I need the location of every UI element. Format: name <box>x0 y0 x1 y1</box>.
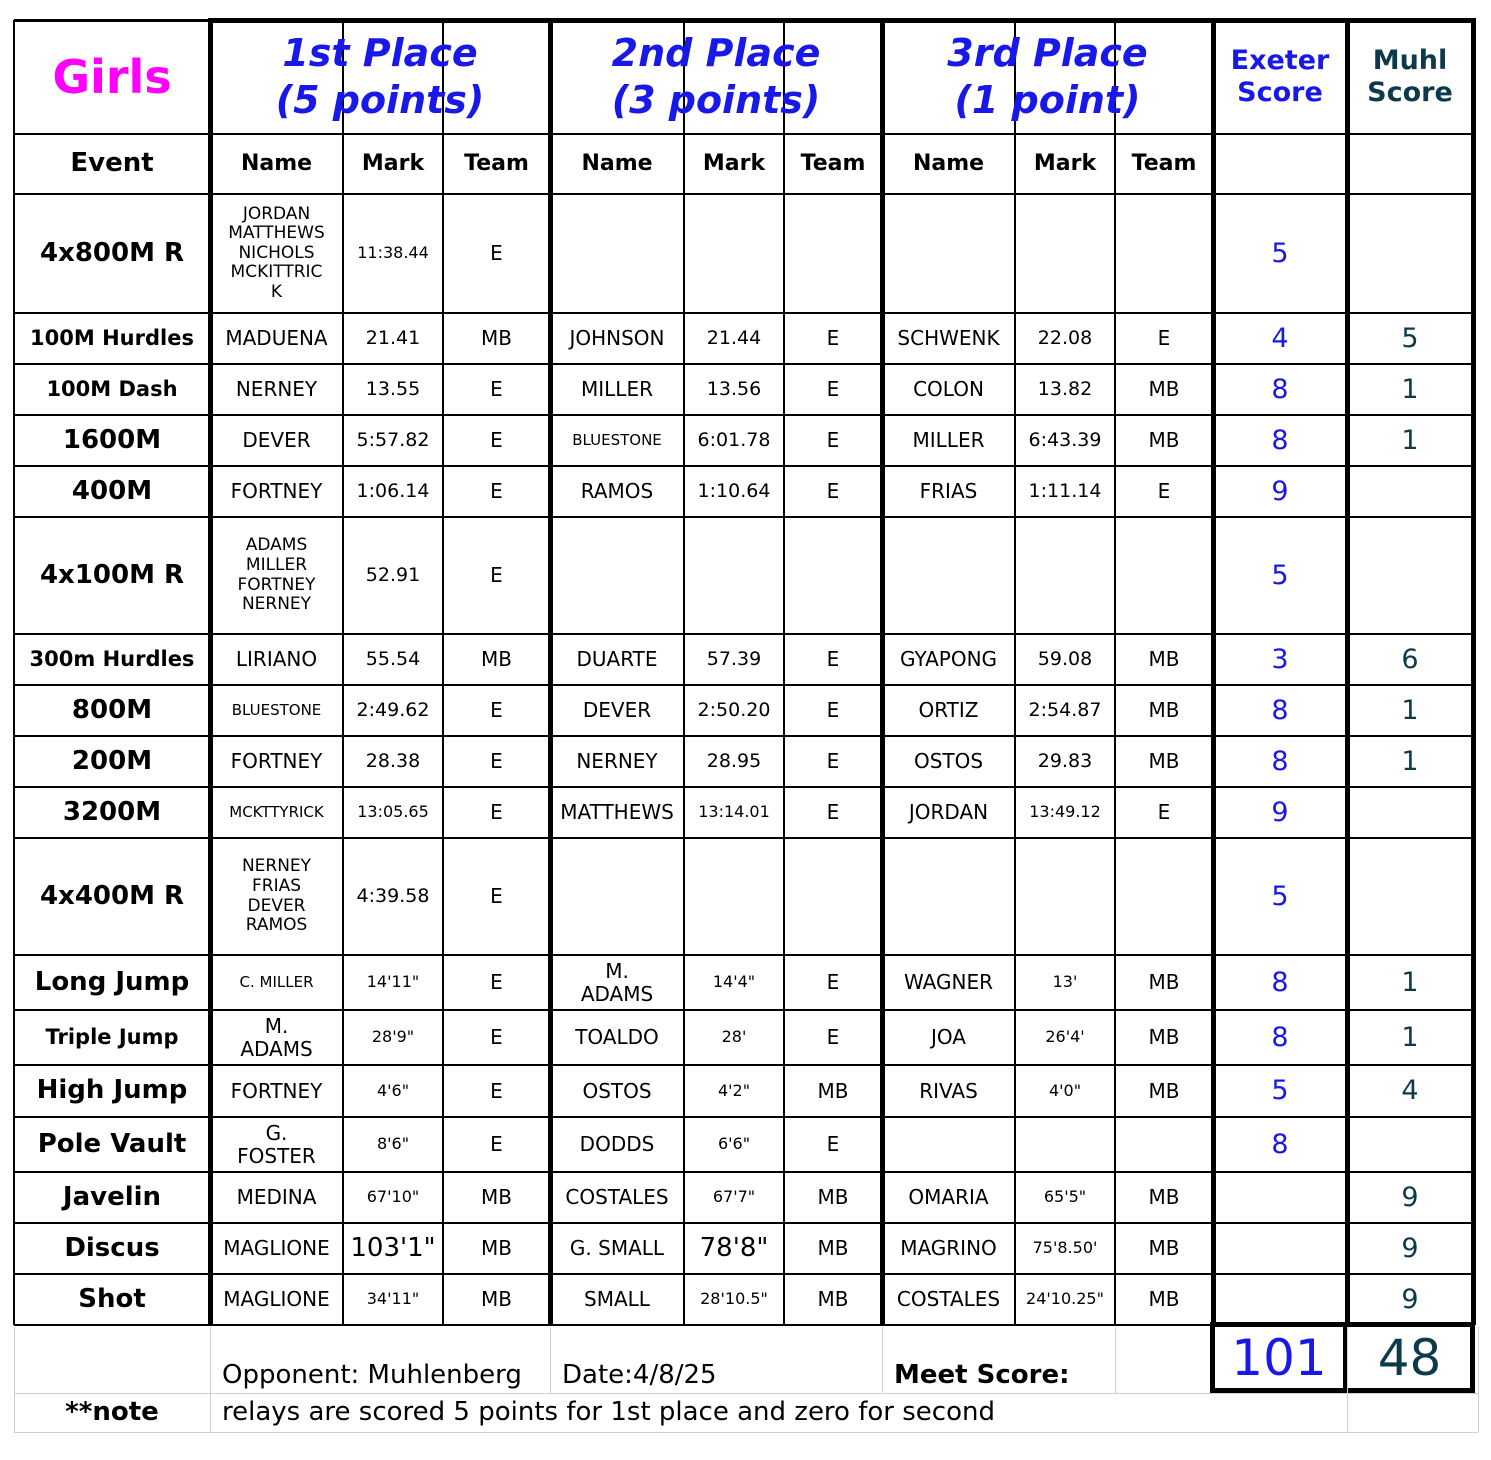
place-3-name: JORDAN <box>908 800 989 824</box>
place-2-name: SMALL <box>584 1287 650 1311</box>
place-3-name: SCHWENK <box>897 326 1000 350</box>
place-1-mark: 11:38.44 <box>357 243 429 263</box>
place-2-mark <box>684 838 784 955</box>
place-1-name: MCKTTYRICK <box>229 802 324 821</box>
event-name: Shot <box>78 1283 146 1314</box>
place-1-team: E <box>490 563 503 587</box>
team-column-header: Team <box>1131 151 1197 177</box>
place-1-name: MADUENA <box>225 326 328 350</box>
place-2-team: E <box>826 479 840 503</box>
place-1-mark: 13:05.65 <box>357 802 429 822</box>
team-column-header: Team <box>464 151 529 177</box>
place-2-mark: 57.39 <box>706 647 762 670</box>
place-1-mark: 52.91 <box>365 563 421 586</box>
event-name: High Jump <box>36 1075 188 1106</box>
event-name: Javelin <box>62 1181 162 1212</box>
place-3-team <box>1115 194 1213 313</box>
place-3-mark: 59.08 <box>1037 647 1093 670</box>
place-2-name: G. SMALL <box>569 1236 665 1260</box>
place-2-team: E <box>826 1132 840 1156</box>
place-2-mark <box>684 517 784 634</box>
place-2-team: MB <box>817 1185 849 1209</box>
place-3-team: MB <box>1148 970 1180 994</box>
footer-grid-line <box>550 1327 551 1393</box>
place-3-team: MB <box>1148 647 1180 671</box>
place-2-mark: 6'6" <box>717 1134 751 1154</box>
place-3-name: RIVAS <box>919 1078 978 1103</box>
place-3-team <box>1115 517 1213 634</box>
place-2-name: RAMOS <box>580 479 654 503</box>
place-1-team: E <box>490 749 503 773</box>
third-place-header: 3rd Place (1 point) <box>947 30 1148 122</box>
place-1-mark: 4'6" <box>376 1080 410 1100</box>
place-3-mark <box>1015 194 1115 313</box>
muhl-event-score: 1 <box>1401 424 1419 456</box>
place-1-mark: 34'11" <box>366 1289 420 1309</box>
place-1-team: E <box>490 884 503 908</box>
exeter-event-score <box>1213 1172 1347 1223</box>
name-column-header: Name <box>581 151 653 177</box>
place-3-team: MB <box>1148 749 1180 773</box>
footer-grid-line <box>882 1327 883 1393</box>
place-1-mark: 14'11" <box>366 972 420 992</box>
event-name: Discus <box>64 1232 160 1263</box>
place-2-team: E <box>826 1025 840 1049</box>
place-2-mark: 67'7" <box>712 1187 756 1207</box>
place-2-name: OSTOS <box>582 1078 652 1103</box>
place-2-mark: 6:01.78 <box>697 428 771 451</box>
exeter-event-score: 5 <box>1271 237 1289 269</box>
place-3-team <box>1115 838 1213 955</box>
place-2-team: E <box>826 377 840 401</box>
place-1-name: C. MILLER <box>239 972 314 991</box>
place-3-team: MB <box>1148 1025 1180 1049</box>
place-1-mark: 21.41 <box>365 326 421 349</box>
mark-column-header: Mark <box>1033 151 1097 177</box>
exeter-total-score: 101 <box>1231 1329 1327 1388</box>
place-3-name <box>882 1117 1015 1172</box>
place-3-name: MILLER <box>912 428 985 452</box>
place-1-team: MB <box>481 647 512 671</box>
muhl-event-score: 4 <box>1401 1075 1419 1107</box>
place-3-mark: 29.83 <box>1037 749 1093 772</box>
place-3-team: MB <box>1148 1236 1180 1260</box>
place-3-team: MB <box>1148 428 1180 452</box>
meet-date: Date:4/8/25 <box>562 1360 717 1391</box>
footer-grid-line <box>1478 1327 1479 1432</box>
place-1-mark: 1:06.14 <box>356 479 430 502</box>
place-2-name: JOHNSON <box>569 326 665 350</box>
place-3-mark: 4'0" <box>1048 1080 1082 1100</box>
place-3-team: MB <box>1148 698 1180 722</box>
place-2-team: MB <box>817 1287 849 1311</box>
exeter-event-score: 5 <box>1271 1075 1289 1107</box>
place-3-mark <box>1015 838 1115 955</box>
place-3-name: COLON <box>913 377 984 401</box>
event-name: 800M <box>71 694 153 725</box>
muhl-event-score <box>1347 517 1473 634</box>
event-name: Pole Vault <box>37 1128 187 1159</box>
muhl-event-score: 1 <box>1401 1021 1419 1053</box>
place-1-name: FORTNEY <box>230 749 323 773</box>
place-1-mark: 4:39.58 <box>356 884 430 907</box>
place-2-mark: 13:14.01 <box>698 802 770 822</box>
place-2-name <box>550 517 684 634</box>
place-1-name: MEDINA <box>236 1185 317 1209</box>
place-1-name: DEVER <box>242 428 311 452</box>
place-3-mark: 2:54.87 <box>1028 698 1102 721</box>
place-3-mark: 13.82 <box>1037 377 1093 400</box>
place-2-mark: 28.95 <box>706 749 762 772</box>
exeter-event-score: 9 <box>1271 796 1289 828</box>
name-column-header: Name <box>240 151 313 177</box>
place-3-team: MB <box>1148 377 1180 401</box>
place-1-team: E <box>490 970 503 994</box>
place-2-mark: 4'2" <box>717 1080 751 1100</box>
muhl-event-score: 1 <box>1401 694 1419 726</box>
place-1-name: NERNEY <box>235 377 318 401</box>
place-1-team: E <box>490 428 503 452</box>
muhl-event-score: 9 <box>1401 1283 1419 1315</box>
place-2-team: E <box>826 326 840 350</box>
place-1-mark: 28'9" <box>371 1027 415 1047</box>
place-2-team: E <box>826 749 840 773</box>
exeter-event-score <box>1213 1223 1347 1274</box>
place-2-mark: 1:10.64 <box>697 479 771 502</box>
place-1-team: MB <box>481 1236 512 1260</box>
place-1-team: E <box>490 479 503 503</box>
place-3-team: MB <box>1148 1287 1180 1311</box>
footer-grid-line <box>1115 1327 1116 1393</box>
event-name: 300m Hurdles <box>29 647 195 672</box>
place-2-name: NERNEY <box>576 749 658 773</box>
place-2-team <box>784 517 882 634</box>
place-2-name: DEVER <box>582 698 652 722</box>
girls-title: Girls <box>52 49 172 104</box>
muhl-score-header: Muhl Score <box>1367 44 1453 108</box>
place-2-name: MILLER <box>581 377 653 401</box>
muhl-event-score: 5 <box>1401 322 1419 354</box>
event-name: Triple Jump <box>45 1025 179 1050</box>
place-1-team: MB <box>481 326 512 350</box>
exeter-event-score: 8 <box>1271 1021 1289 1053</box>
place-1-team: E <box>490 1132 503 1156</box>
event-name: 100M Dash <box>46 377 178 402</box>
exeter-event-score: 8 <box>1271 1128 1289 1160</box>
muhl-event-score: 9 <box>1401 1181 1419 1213</box>
exeter-event-score: 8 <box>1271 373 1289 405</box>
place-1-name: NERNEY FRIAS DEVER RAMOS <box>241 856 312 936</box>
opponent-label: Opponent: Muhlenberg <box>222 1360 522 1391</box>
note-text: relays are scored 5 points for 1st place and zero for second <box>222 1397 995 1428</box>
place-1-name: MAGLIONE <box>223 1236 330 1260</box>
place-1-team: E <box>490 1025 503 1049</box>
event-name: Long Jump <box>34 966 190 997</box>
place-2-name: DODDS <box>579 1132 655 1156</box>
muhl-event-score <box>1347 1117 1473 1172</box>
place-3-team <box>1115 1117 1213 1172</box>
place-1-mark: 103'1" <box>350 1232 436 1263</box>
muhl-event-score <box>1347 194 1473 313</box>
muhl-event-score: 1 <box>1401 745 1419 777</box>
place-1-name: M. ADAMS <box>240 1013 313 1061</box>
place-2-mark: 78'8" <box>699 1232 769 1263</box>
place-2-team <box>784 194 882 313</box>
event-column-header: Event <box>70 148 154 179</box>
muhl-event-score: 1 <box>1401 373 1419 405</box>
muhl-event-score <box>1347 787 1473 838</box>
name-column-header: Name <box>912 151 985 177</box>
place-2-name <box>550 194 684 313</box>
place-2-team <box>784 838 882 955</box>
place-3-mark: 22.08 <box>1037 326 1093 349</box>
event-name: 4x100M R <box>39 559 185 590</box>
place-2-name: DUARTE <box>576 647 658 671</box>
place-1-mark: 28.38 <box>365 749 421 772</box>
place-2-mark: 13.56 <box>706 377 762 400</box>
place-2-mark: 28' <box>721 1027 747 1047</box>
place-1-team: E <box>490 800 503 824</box>
place-1-team: E <box>490 1078 503 1103</box>
place-1-team: MB <box>481 1185 512 1209</box>
place-2-name <box>550 838 684 955</box>
place-1-name: BLUESTONE <box>231 700 322 719</box>
event-name: 3200M <box>62 796 162 827</box>
event-name: 100M Hurdles <box>30 326 194 351</box>
place-3-team: E <box>1157 800 1171 824</box>
exeter-event-score: 8 <box>1271 424 1289 456</box>
event-name: 400M <box>71 475 153 506</box>
place-3-name: GYAPONG <box>899 647 998 671</box>
muhl-event-score <box>1347 838 1473 955</box>
mark-column-header: Mark <box>361 151 425 177</box>
place-2-name: M. ADAMS <box>580 958 654 1006</box>
team-column-header: Team <box>800 151 866 177</box>
place-1-mark: 13.55 <box>365 377 421 400</box>
place-1-name: G. FOSTER <box>237 1120 316 1168</box>
event-name: 1600M <box>62 424 162 455</box>
place-3-name: WAGNER <box>903 970 993 994</box>
second-place-header: 2nd Place (3 points) <box>611 30 821 122</box>
exeter-event-score <box>1213 1274 1347 1325</box>
place-2-team: E <box>826 800 840 824</box>
meet-score-label: Meet Score: <box>894 1360 1070 1391</box>
place-3-team: E <box>1157 326 1171 350</box>
place-3-mark <box>1015 1117 1115 1172</box>
place-1-team: E <box>490 377 503 401</box>
place-1-mark: 8'6" <box>376 1134 410 1154</box>
exeter-event-score: 8 <box>1271 694 1289 726</box>
place-2-mark: 14'4" <box>712 972 756 992</box>
mark-column-header: Mark <box>702 151 766 177</box>
place-2-mark: 21.44 <box>706 326 762 349</box>
exeter-event-score: 8 <box>1271 966 1289 998</box>
event-name: 4x400M R <box>39 880 185 911</box>
event-name: 200M <box>71 745 153 776</box>
place-2-name: MATTHEWS <box>560 800 674 824</box>
place-1-name: MAGLIONE <box>223 1287 330 1311</box>
place-1-name: FORTNEY <box>230 479 323 503</box>
place-3-name <box>882 838 1015 955</box>
place-3-name <box>882 517 1015 634</box>
note-label: **note <box>65 1397 159 1428</box>
place-2-team: MB <box>817 1236 849 1260</box>
place-3-name: MAGRINO <box>900 1236 997 1260</box>
place-3-name: OMARIA <box>908 1185 989 1209</box>
place-2-name: BLUESTONE <box>572 430 662 449</box>
place-3-name: COSTALES <box>896 1287 1001 1311</box>
place-3-mark <box>1015 517 1115 634</box>
place-3-mark: 26'4' <box>1045 1027 1085 1047</box>
place-2-name: COSTALES <box>565 1185 669 1209</box>
place-1-name: JORDAN MATTHEWS NICHOLS MCKITTRIC K <box>228 203 325 302</box>
place-1-mark: 5:57.82 <box>356 428 430 451</box>
place-2-team: E <box>826 428 840 452</box>
exeter-event-score: 8 <box>1271 745 1289 777</box>
event-name: 4x800M R <box>39 237 185 268</box>
place-3-mark: 1:11.14 <box>1028 479 1102 502</box>
exeter-score-header: Exeter Score <box>1230 44 1330 108</box>
place-3-mark: 75'8.50' <box>1032 1238 1098 1258</box>
place-3-name: FRIAS <box>919 479 978 503</box>
place-1-mark: 2:49.62 <box>356 698 430 721</box>
place-1-team: E <box>490 241 503 265</box>
place-3-mark: 13:49.12 <box>1029 802 1101 822</box>
first-place-header: 1st Place (5 points) <box>275 30 485 122</box>
place-3-mark: 65'5" <box>1043 1187 1087 1207</box>
place-1-name: ADAMS MILLER FORTNEY NERNEY <box>237 535 316 615</box>
footer-grid-line <box>210 1327 211 1432</box>
place-2-team: E <box>826 698 840 722</box>
place-3-mark: 6:43.39 <box>1028 428 1102 451</box>
place-2-mark: 2:50.20 <box>697 698 771 721</box>
place-3-team: MB <box>1148 1078 1180 1103</box>
place-2-name: TOALDO <box>575 1025 659 1049</box>
exeter-event-score: 5 <box>1271 559 1289 591</box>
place-3-team: E <box>1157 479 1171 503</box>
place-2-team: E <box>826 970 840 994</box>
place-1-team: MB <box>481 1287 512 1311</box>
exeter-event-score: 5 <box>1271 880 1289 912</box>
place-3-name: ORTIZ <box>918 698 979 722</box>
place-2-team: E <box>826 647 840 671</box>
muhl-event-score: 1 <box>1401 966 1419 998</box>
place-1-mark: 67'10" <box>366 1187 420 1207</box>
place-3-mark: 13' <box>1052 972 1078 992</box>
exeter-event-score: 9 <box>1271 475 1289 507</box>
place-1-name: FORTNEY <box>230 1078 323 1103</box>
exeter-event-score: 4 <box>1271 322 1289 354</box>
muhl-event-score: 6 <box>1401 643 1419 675</box>
place-2-mark <box>684 194 784 313</box>
exeter-event-score: 3 <box>1271 643 1289 675</box>
place-3-team: MB <box>1148 1185 1180 1209</box>
place-2-team: MB <box>817 1078 849 1103</box>
place-3-name <box>882 194 1015 313</box>
place-1-mark: 55.54 <box>365 647 421 670</box>
place-2-mark: 28'10.5" <box>700 1289 768 1309</box>
muhl-event-score <box>1347 466 1473 517</box>
place-3-name: OSTOS <box>913 749 984 773</box>
place-3-name: JOA <box>931 1025 966 1049</box>
place-3-mark: 24'10.25" <box>1026 1289 1104 1309</box>
muhl-total-score: 48 <box>1377 1329 1442 1388</box>
place-1-name: LIRIANO <box>235 647 318 671</box>
muhl-event-score: 9 <box>1401 1232 1419 1264</box>
place-1-team: E <box>490 698 503 722</box>
